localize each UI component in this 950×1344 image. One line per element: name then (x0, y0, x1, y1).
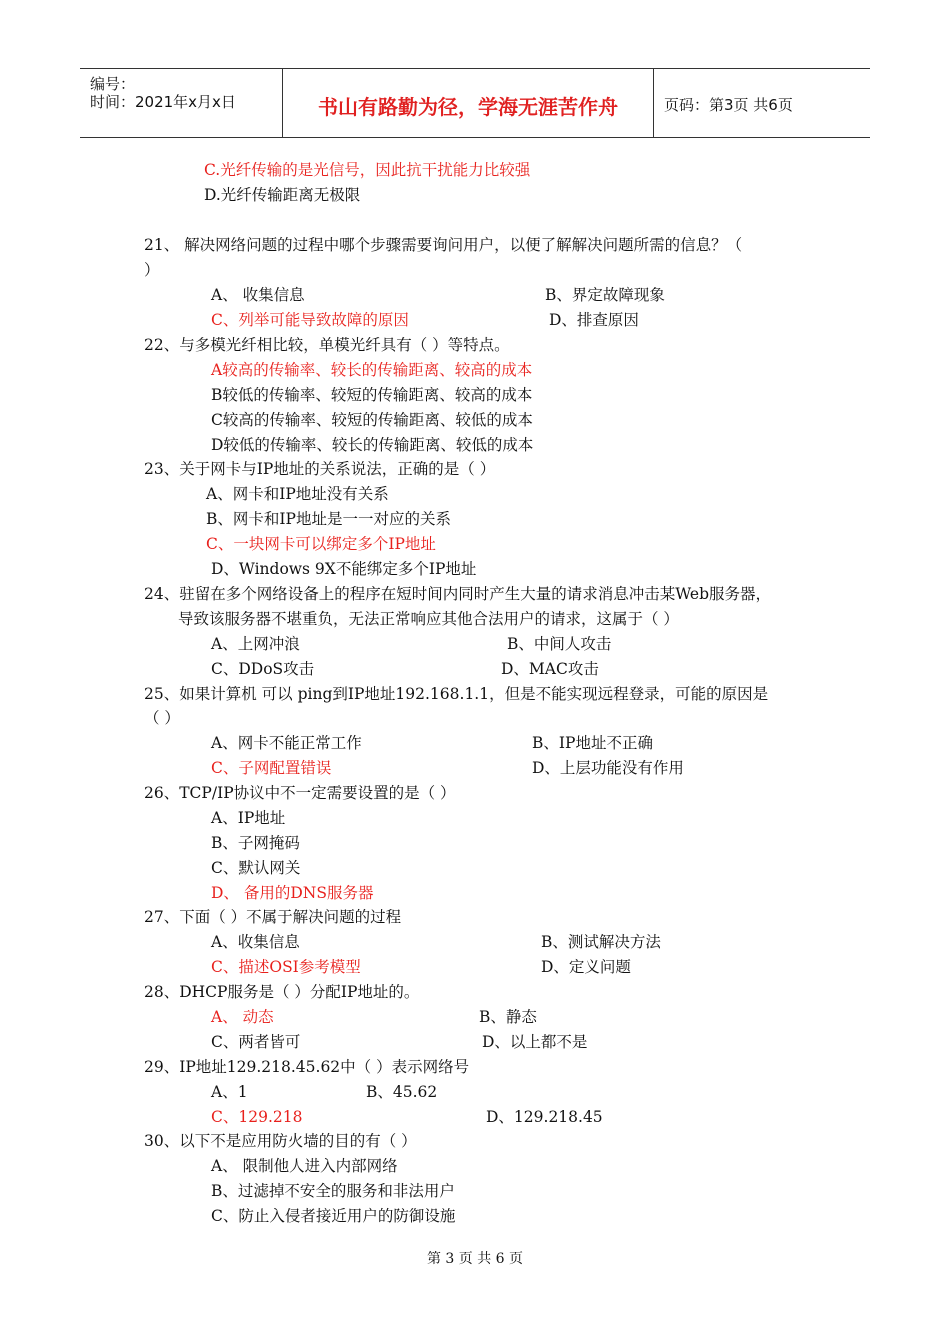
option-line: D、 备用的DNS服务器 (211, 884, 374, 902)
question-text: 25、如果计算机 可以 ping到IP地址192.168.1.1，但是不能实现远程登录，可能的原因是 (144, 685, 769, 703)
option-line: D较低的传输率、较长的传输距离、较低的成本 (211, 436, 534, 454)
question-text: 29、IP地址129.218.45.62中（ ）表示网络号 (144, 1058, 470, 1076)
header-page-cell (654, 69, 870, 137)
option-line: D、定义问题 (541, 958, 631, 976)
header-motto-cell (283, 69, 654, 137)
option-line: C、列举可能导致故障的原因 (211, 311, 409, 329)
option-line: D、排查原因 (549, 311, 639, 329)
number-label: 编号： (90, 75, 136, 93)
question-text: 导致该服务器不堪重负，无法正常响应其他合法用户的请求，这属于（ ） (178, 610, 679, 628)
option-line: B较低的传输率、较短的传输距离、较高的成本 (211, 386, 533, 404)
option-line: C、两者皆可 (211, 1033, 301, 1051)
option-line: A、收集信息 (211, 933, 300, 951)
option-line: C.光纤传输的是光信号，因此抗干扰能力比较强 (204, 161, 531, 179)
option-line: B、静态 (479, 1008, 537, 1026)
question-text: 23、关于网卡与IP地址的关系说法，正确的是（ ） (144, 460, 496, 478)
option-line: C、129.218 (211, 1108, 303, 1126)
question-text: 26、TCP/IP协议中不一定需要设置的是（ ） (144, 784, 456, 802)
option-line: A较高的传输率、较长的传输距离、较高的成本 (211, 361, 533, 379)
option-line: B、测试解决方法 (541, 933, 661, 951)
option-line: C、DDoS攻击 (211, 660, 315, 678)
option-line: A、 收集信息 (211, 286, 305, 304)
motto: 书山有路勤为径，学海无涯苦作舟 (318, 95, 618, 119)
option-line: C、一块网卡可以绑定多个IP地址 (206, 535, 436, 553)
option-line: D、129.218.45 (486, 1108, 603, 1126)
option-line: C、防止入侵者接近用户的防御设施 (211, 1207, 456, 1225)
question-text: （ ） (144, 709, 180, 727)
option-line: D、以上都不是 (482, 1033, 588, 1051)
question-text: 24、驻留在多个网络设备上的程序在短时间内同时产生大量的请求消息冲击某Web服务器， (144, 585, 771, 603)
question-text: 28、DHCP服务是（ ）分配IP地址的。 (144, 983, 420, 1001)
option-line: C、描述OSI参考模型 (211, 958, 361, 976)
option-line: A、IP地址 (211, 809, 286, 827)
option-line: B、中间人攻击 (507, 635, 612, 653)
option-line: B、界定故障现象 (545, 286, 665, 304)
option-line: A、网卡和IP地址没有关系 (206, 485, 389, 503)
question-text: 22、与多模光纤相比较，单模光纤具有（ ）等特点。 (144, 336, 510, 354)
option-line: A、上网冲浪 (211, 635, 300, 653)
time-label: 时间：2021年x月x日 (90, 93, 236, 111)
question-text: 27、下面（ ）不属于解决问题的过程 (144, 908, 402, 926)
page-header (80, 68, 870, 138)
option-line: D.光纤传输距离无极限 (204, 186, 361, 204)
option-line: A、网卡不能正常工作 (211, 734, 362, 752)
option-line: C、子网配置错误 (211, 759, 332, 777)
page-label: 页码：第3页 共6页 (664, 96, 793, 114)
question-text: ） (144, 261, 160, 279)
page-footer: 第 3 页 共 6 页 (426, 1251, 524, 1267)
option-line: A、1 (211, 1083, 248, 1101)
option-line: B、45.62 (366, 1083, 438, 1101)
option-line: B、IP地址不正确 (532, 734, 653, 752)
option-line: B、过滤掉不安全的服务和非法用户 (211, 1182, 455, 1200)
option-line: C、默认网关 (211, 859, 301, 877)
option-line: B、网卡和IP地址是一一对应的关系 (206, 510, 451, 528)
question-text: 21、 解决网络问题的过程中哪个步骤需要询问用户，以便了解解决问题所需的信息？（ (144, 236, 743, 254)
option-line: D、上层功能没有作用 (532, 759, 684, 777)
option-line: A、 动态 (211, 1008, 274, 1026)
header-meta-cell (80, 69, 283, 137)
question-text: 30、以下不是应用防火墙的目的有（ ） (144, 1132, 417, 1150)
option-line: B、子网掩码 (211, 834, 300, 852)
option-line: D、Windows 9X不能绑定多个IP地址 (211, 560, 477, 578)
option-line: D、MAC攻击 (501, 660, 599, 678)
option-line: A、 限制他人进入内部网络 (211, 1157, 398, 1175)
option-line: C较高的传输率、较短的传输距离、较低的成本 (211, 411, 533, 429)
